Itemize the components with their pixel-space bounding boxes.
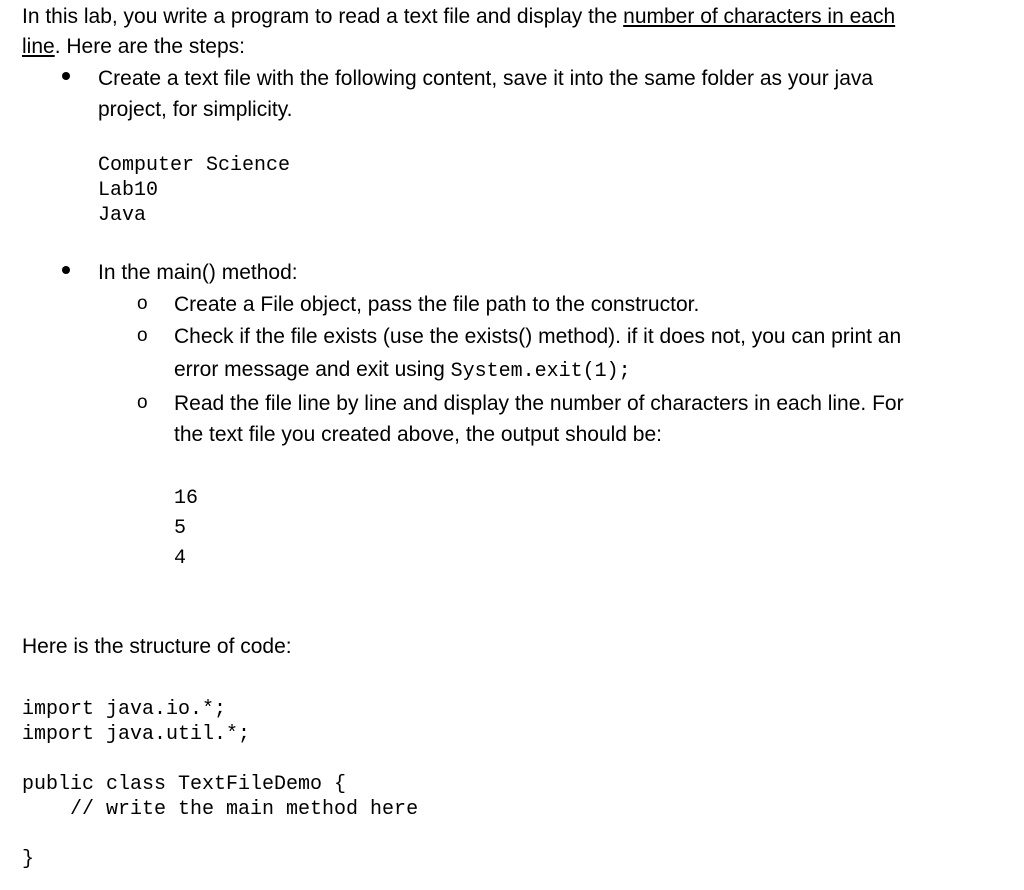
sub-bullet-1-line-1: Create a File object, pass the file path to the constructor. — [174, 293, 700, 316]
sub-bullet-3-line-2: the text file you created above, the output should be: — [174, 423, 663, 446]
hollow-bullet-icon: o — [137, 325, 148, 346]
code-line: import java.io.*; — [22, 698, 227, 721]
hollow-bullet-icon: o — [137, 392, 148, 413]
intro-underlined-word: line — [22, 35, 55, 58]
structure-heading: Here is the structure of code: — [22, 635, 292, 658]
output-line: 5 — [174, 517, 187, 540]
bullet-1-line-1: Create a text file with the following content, save it into the same folder as your java — [98, 67, 874, 90]
code-line: import java.util.*; — [22, 723, 251, 746]
intro-line-2 — [22, 34, 245, 59]
sub-bullet-2-line-1: Check if the file exists (use the exists() method). if it does not, you can print an — [174, 325, 902, 348]
bullet-dot-icon — [62, 72, 70, 80]
output-line: 4 — [174, 547, 187, 570]
code-line: // write the main method here — [22, 798, 419, 821]
sub-bullet-2-text: error message and exit using — [174, 358, 451, 381]
intro-text: In this lab, you write a program to read a text file and display the — [22, 5, 624, 28]
sub-bullet-2-line-2 — [174, 357, 631, 384]
inline-code: System.exit(1); — [450, 360, 631, 383]
code-line: } — [22, 848, 35, 871]
hollow-bullet-icon: o — [137, 293, 148, 314]
sample-file-line: Java — [98, 204, 147, 227]
intro-line-1 — [22, 4, 895, 29]
sample-file-line: Lab10 — [98, 179, 159, 202]
intro-underlined-phrase: number of characters in each — [623, 5, 896, 28]
code-line: public class TextFileDemo { — [22, 773, 347, 796]
bullet-2-line-1: In the main() method: — [98, 261, 298, 284]
bullet-1-line-2: project, for simplicity. — [98, 98, 293, 121]
output-line: 16 — [174, 487, 199, 510]
sample-file-line: Computer Science — [98, 154, 291, 177]
bullet-dot-icon — [62, 266, 70, 274]
sub-bullet-3-line-1: Read the file line by line and display the number of characters in each line. For — [174, 392, 904, 415]
intro-tail: . Here are the steps: — [54, 35, 245, 58]
